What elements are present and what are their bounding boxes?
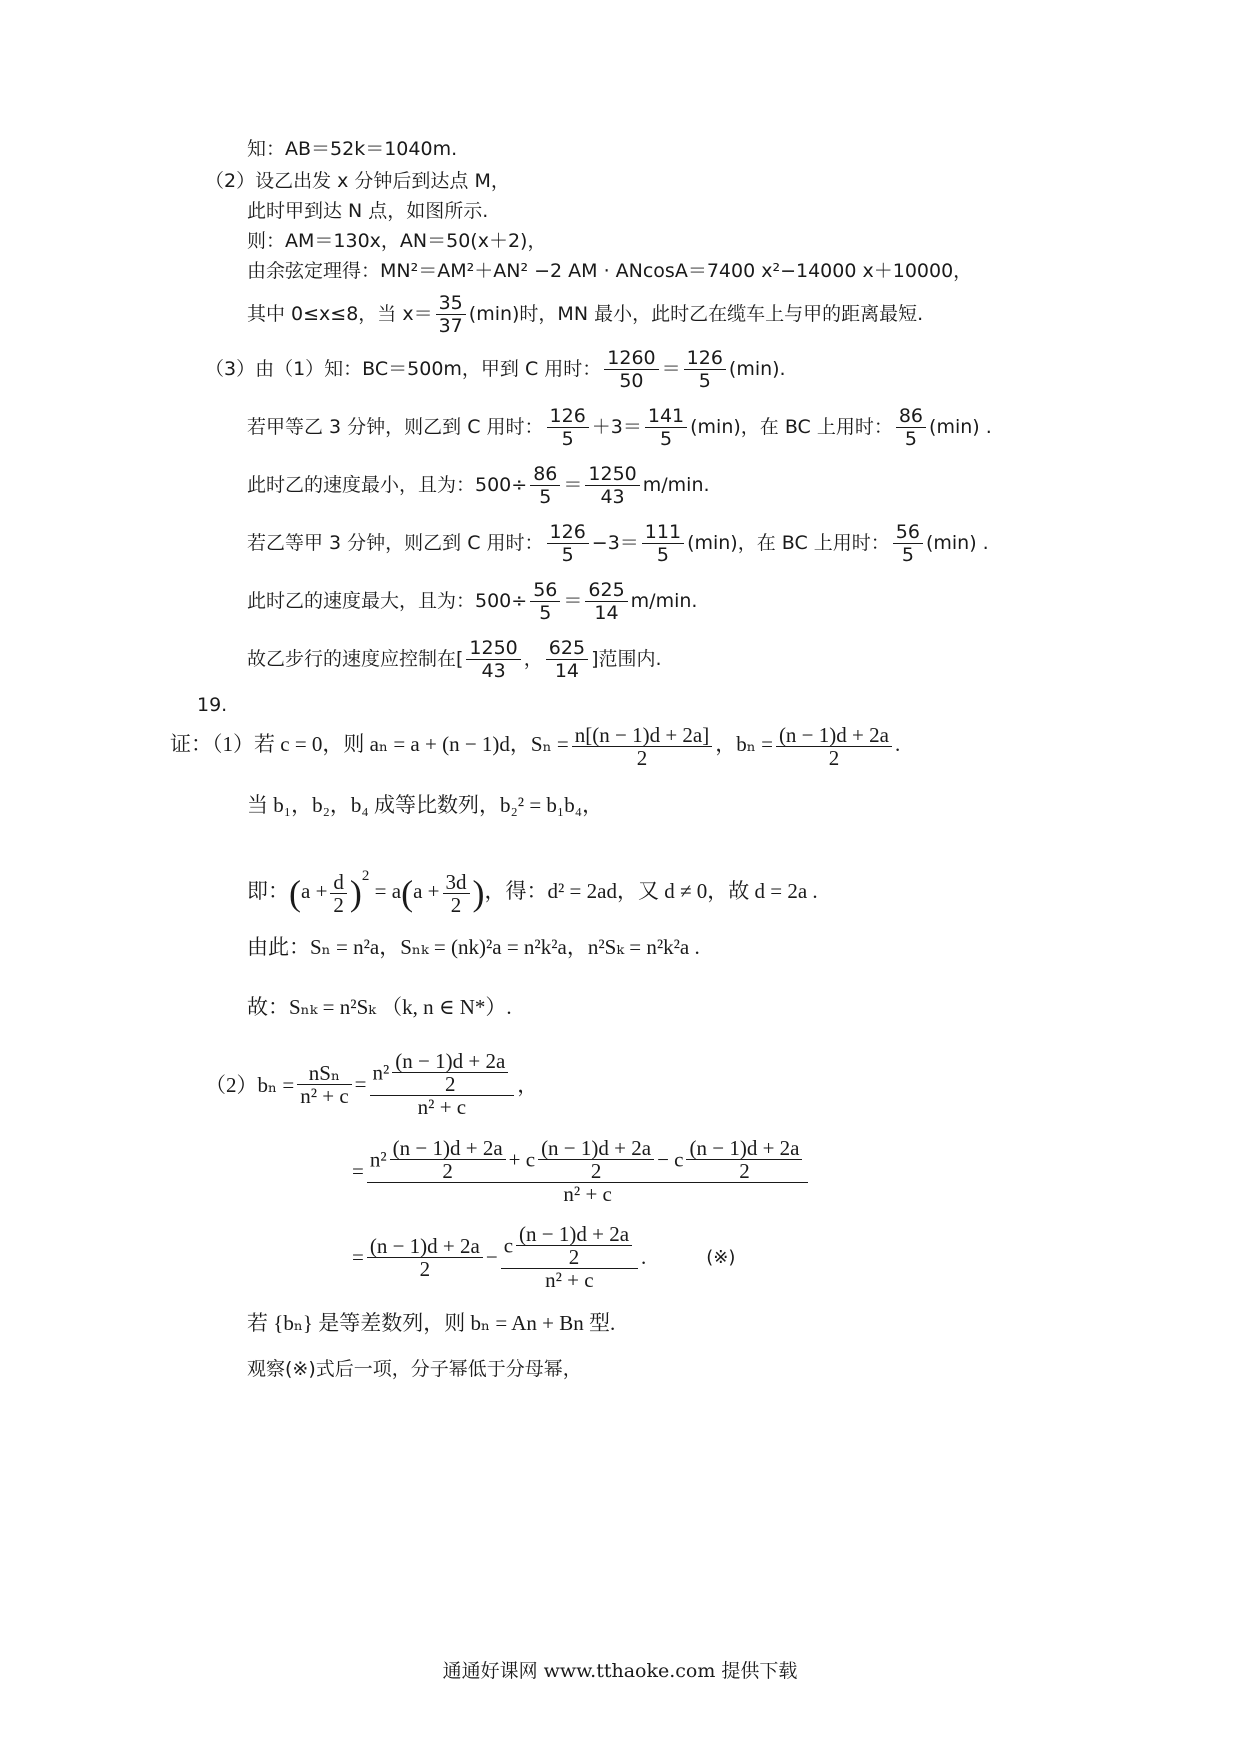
fraction: $\frac{1250}{43}$ [466,637,520,682]
compound-fraction: n² $\frac{(n - 1)d + 2a}{2}$ + c $\frac{(n - 1)d + 2a}{2}$ − c $\frac{(n - 1)d + 2a}{2}$ n² + c [367,1137,809,1205]
fraction: $\frac{625}{14}$ [546,637,588,682]
question-number: 19. [197,694,228,716]
text-line: 若乙等甲 3 分钟，则乙到 C 用时： $\frac{126}{5}$ −3＝ $\frac{111}{5}$ (min)，在 BC 上用时： $\frac{56}{5}$ (min) . [247,521,989,566]
equation-line: 即：(a + $\frac{d}{2}$ )$^2$ = a(a + $\frac{3d}{2}$ )，得：d² = 2ad，又 d ≠ 0，故 d = 2a . [247,868,818,917]
compound-fraction: c $\frac{(n - 1)d + 2a}{2}$ n² + c [501,1223,638,1291]
fraction: $\frac{126}{5}$ [547,405,589,450]
text-line: （2）设乙出发 x 分钟后到达点 M， [205,170,510,192]
text-line: （3）由（1）知：BC＝500m，甲到 C 用时： $\frac{1260}{50}$ ＝ $\frac{126}{5}$ (min). [205,347,786,392]
equation-line: = $\frac{(n - 1)d + 2a}{2}$ − c $\frac{(n - 1)d + 2a}{2}$ n² + c . (※) [352,1222,736,1292]
text-line: 则：AM＝130x，AN＝50(x＋2)， [247,230,547,252]
fraction: $\frac{1260}{50}$ [604,347,658,392]
fraction: $\frac{\text{nSₙ}}{\text{n² + c}}$ [297,1062,351,1107]
fraction: $\frac{86}{5}$ [530,463,560,508]
equation-line: 若 {bₙ} 是等差数列，则 bₙ = An + Bn 型. [247,1311,616,1335]
text-line: 此时乙的速度最小，且为：500÷ $\frac{86}{5}$ ＝ $\frac{1250}{43}$ m/min. [247,463,710,508]
fraction: $\frac{625}{14}$ [585,579,627,624]
footer-watermark: 通通好课网 www.tthaoke.com 提供下载 [442,1660,798,1682]
fraction: $\frac{56}{5}$ [893,521,923,566]
fraction: $\frac{141}{5}$ [645,405,687,450]
fraction: $\frac{86}{5}$ [896,405,926,450]
fraction: $\frac{3d}{2}$ [443,871,470,916]
text-line: 由余弦定理得：MN²＝AM²＋AN² −2 AM · ANcosA＝7400 x²−14000 x＋10000， [247,260,973,282]
text-line: 其中 0≤x≤8，当 x＝ $\frac{35}{37}$ (min)时，MN 最小，此时乙在缆车上与甲的距离最短. [247,292,924,337]
text-line: 故乙步行的速度应控制在[ $\frac{1250}{43}$ ， $\frac{625}{14}$ ]范围内. [247,637,662,682]
fraction: $\frac{126}{5}$ [684,347,726,392]
fraction: $\frac{(n - 1)d + 2a}{2}$ [776,724,892,769]
equation-line: 证：（1）若 c = 0，则 aₙ = a + (n − 1)d，Sₙ = $\frac{n[(n - 1)d + 2a]}{2}$ ，bₙ = $\frac{(n - 1)d + 2a}{2}$ . [170,722,901,770]
text-line: 此时乙的速度最大，且为：500÷ $\frac{56}{5}$ ＝ $\frac{625}{14}$ m/min. [247,579,698,624]
equation-line: 故：Sₙₖ = n²Sₖ （k, n ∈ N*）. [247,995,512,1019]
fraction: $\frac{35}{37}$ [436,292,466,337]
fraction: $\frac{126}{5}$ [547,521,589,566]
equation-line: 当 b₁，b₂，b₄ 成等比数列，b₂² = b₁b₄， [247,793,604,817]
equation-line: 由此：Sₙ = n²a，Sₙₖ = (nk)²a = n²k²a，n²Sₖ = n²k²a . [247,935,700,959]
compound-fraction: n² $\frac{(n - 1)d + 2a}{2}$ n² + c [370,1050,515,1118]
text-line: 观察(※)式后一项，分子幂低于分母幂， [247,1358,582,1380]
text-line: 此时甲到达 N 点，如图所示. [247,200,489,222]
fraction: $\frac{(n - 1)d + 2a}{2}$ [367,1235,483,1280]
fraction: $\frac{56}{5}$ [530,579,560,624]
equation-line: = n² $\frac{(n - 1)d + 2a}{2}$ + c $\frac{(n - 1)d + 2a}{2}$ − c $\frac{(n - 1)d + 2a}{2}$ n² + c [352,1128,811,1214]
text-line: 知：AB＝52k＝1040m. [247,138,458,160]
equation-line: （2）bₙ = $\frac{\text{nSₙ}}{\text{n² + c}}$ = n² $\frac{(n - 1)d + 2a}{2}$ n² + c ， [205,1049,539,1119]
fraction: $\frac{n[(n - 1)d + 2a]}{2}$ [572,724,712,769]
fraction: $\frac{d}{2}$ [330,871,347,916]
fraction: $\frac{111}{5}$ [642,521,684,566]
text-line: 若甲等乙 3 分钟，则乙到 C 用时： $\frac{126}{5}$ ＋3＝ $\frac{141}{5}$ (min)，在 BC 上用时： $\frac{86}{5}$ (min) . [247,405,992,450]
fraction: $\frac{1250}{43}$ [585,463,639,508]
